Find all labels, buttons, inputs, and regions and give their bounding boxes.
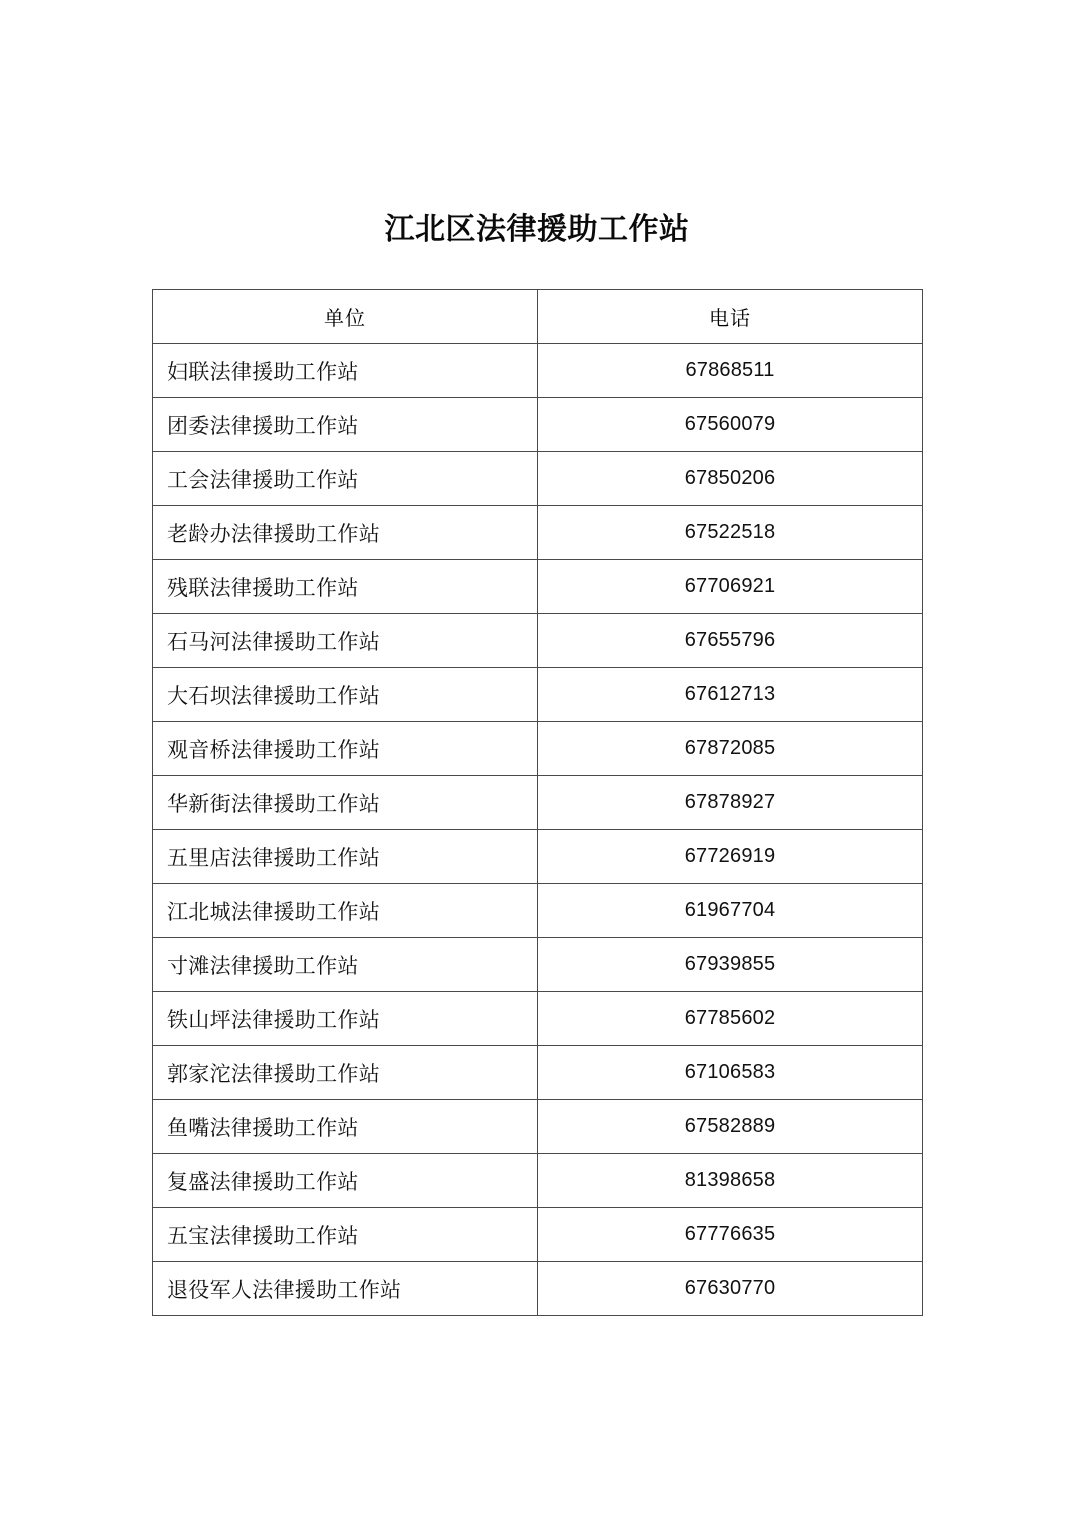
cell-phone: 61967704 <box>538 884 923 938</box>
column-header-unit: 单位 <box>153 290 538 344</box>
cell-phone: 81398658 <box>538 1154 923 1208</box>
cell-phone: 67560079 <box>538 398 923 452</box>
table-row <box>153 776 923 830</box>
table-body <box>153 344 923 1316</box>
cell-phone: 67939855 <box>538 938 923 992</box>
cell-unit: 五宝法律援助工作站 <box>153 1208 538 1262</box>
cell-phone: 67868511 <box>538 344 923 398</box>
cell-unit: 妇联法律援助工作站 <box>153 344 538 398</box>
cell-unit: 团委法律援助工作站 <box>153 398 538 452</box>
cell-phone: 67785602 <box>538 992 923 1046</box>
table-row <box>153 938 923 992</box>
table-row <box>153 1046 923 1100</box>
cell-phone: 67106583 <box>538 1046 923 1100</box>
table-row <box>153 1100 923 1154</box>
page-title: 江北区法律援助工作站 <box>384 212 690 248</box>
table-row <box>153 884 923 938</box>
legal-aid-stations-table <box>152 289 923 1316</box>
cell-unit: 铁山坪法律援助工作站 <box>153 992 538 1046</box>
cell-unit: 观音桥法律援助工作站 <box>153 722 538 776</box>
table-row <box>153 452 923 506</box>
table-row <box>153 506 923 560</box>
cell-phone: 67872085 <box>538 722 923 776</box>
table-row <box>153 1262 923 1316</box>
table-row <box>153 668 923 722</box>
cell-phone: 67612713 <box>538 668 923 722</box>
cell-unit: 残联法律援助工作站 <box>153 560 538 614</box>
cell-unit: 大石坝法律援助工作站 <box>153 668 538 722</box>
table-row <box>153 398 923 452</box>
cell-unit: 复盛法律援助工作站 <box>153 1154 538 1208</box>
cell-unit: 老龄办法律援助工作站 <box>153 506 538 560</box>
cell-phone: 67878927 <box>538 776 923 830</box>
table-row <box>153 614 923 668</box>
cell-phone: 67630770 <box>538 1262 923 1316</box>
table-row <box>153 344 923 398</box>
cell-unit: 鱼嘴法律援助工作站 <box>153 1100 538 1154</box>
cell-unit: 五里店法律援助工作站 <box>153 830 538 884</box>
table-row <box>153 1208 923 1262</box>
table-row <box>153 722 923 776</box>
cell-phone: 67726919 <box>538 830 923 884</box>
table-row <box>153 1154 923 1208</box>
cell-phone: 67522518 <box>538 506 923 560</box>
cell-unit: 石马河法律援助工作站 <box>153 614 538 668</box>
table-row <box>153 992 923 1046</box>
cell-phone: 67776635 <box>538 1208 923 1262</box>
cell-unit: 退役军人法律援助工作站 <box>153 1262 538 1316</box>
cell-phone: 67850206 <box>538 452 923 506</box>
table-header <box>153 290 923 344</box>
table-header-row <box>153 290 923 344</box>
cell-phone: 67582889 <box>538 1100 923 1154</box>
cell-unit: 寸滩法律援助工作站 <box>153 938 538 992</box>
cell-unit: 工会法律援助工作站 <box>153 452 538 506</box>
legal-aid-stations-table-container <box>152 289 922 1316</box>
cell-unit: 华新街法律援助工作站 <box>153 776 538 830</box>
cell-unit: 江北城法律援助工作站 <box>153 884 538 938</box>
cell-unit: 郭家沱法律援助工作站 <box>153 1046 538 1100</box>
column-header-phone: 电话 <box>538 290 923 344</box>
cell-phone: 67706921 <box>538 560 923 614</box>
cell-phone: 67655796 <box>538 614 923 668</box>
table-row <box>153 560 923 614</box>
table-row <box>153 830 923 884</box>
